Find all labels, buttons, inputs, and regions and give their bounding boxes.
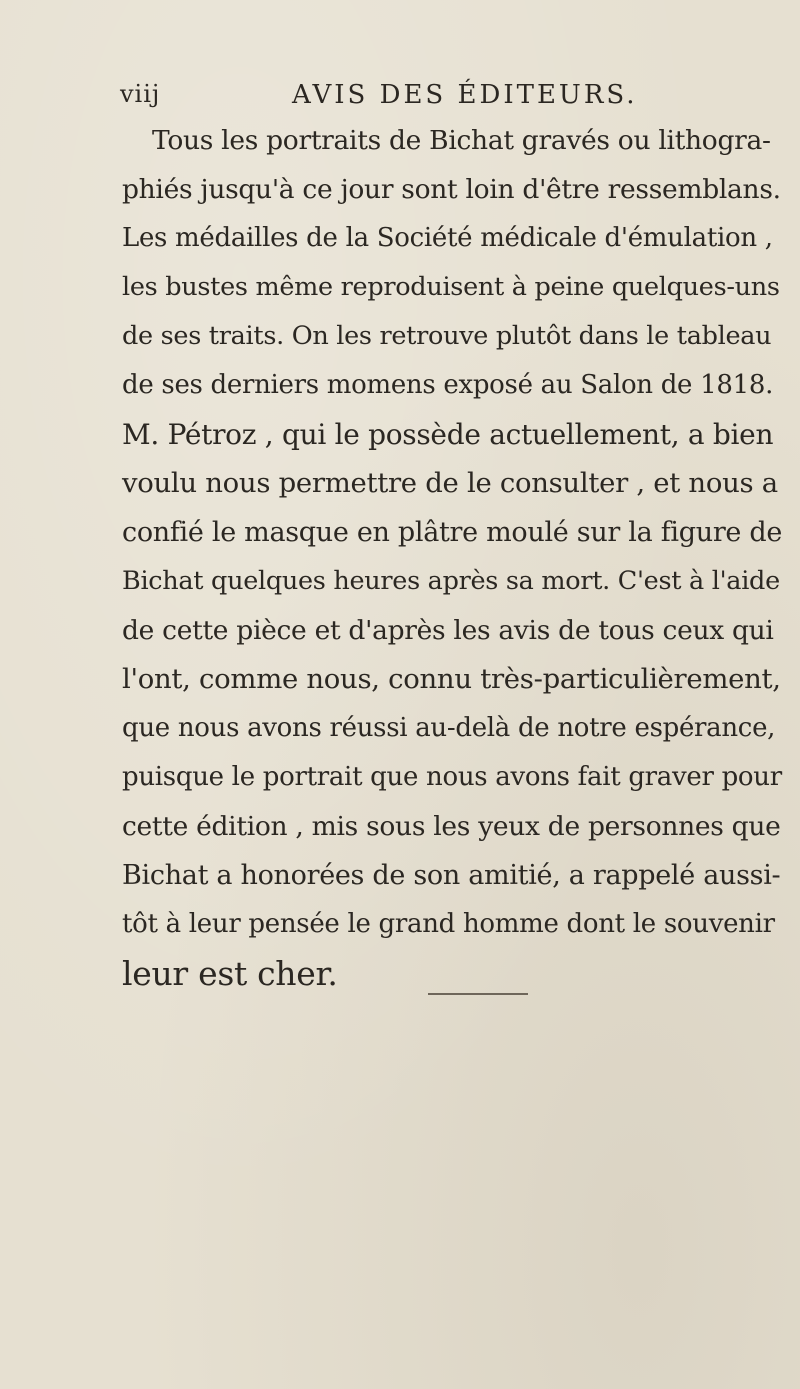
text-line: Tous les portraits de Bichat gravés ou lithogra- bbox=[152, 125, 771, 156]
page-number: viij bbox=[120, 80, 161, 108]
body-paragraph bbox=[122, 116, 782, 998]
running-title: AVIS DES ÉDITEURS. bbox=[292, 80, 638, 110]
page-header bbox=[120, 80, 640, 120]
text-line: phiés jusqu'à ce jour sont loin d'être ressemblans. bbox=[122, 174, 781, 205]
text-line: M. Pétroz , qui le possède actuellement, a bien bbox=[122, 418, 774, 451]
text-line: les bustes même reproduisent à peine quelques-uns bbox=[122, 272, 780, 302]
text-line: confié le masque en plâtre moulé sur la figure de bbox=[122, 517, 783, 548]
text-line: puisque le portrait que nous avons fait graver pour bbox=[122, 762, 782, 792]
text-line: Bichat quelques heures après sa mort. C'est à l'aide bbox=[122, 566, 780, 596]
text-line: tôt à leur pensée le grand homme dont le souvenir bbox=[122, 909, 775, 939]
text-line: de ses derniers momens exposé au Salon de 1818. bbox=[122, 370, 774, 400]
text-line: de cette pièce et d'après les avis de tous ceux qui bbox=[122, 615, 774, 646]
text-line: leur est cher. bbox=[122, 954, 338, 993]
text-line: de ses traits. On les retrouve plutôt dans le tableau bbox=[122, 321, 772, 351]
text-line: Les médailles de la Société médicale d'émulation , bbox=[122, 223, 773, 253]
text-line: l'ont, comme nous, connu très-particulièrement, bbox=[122, 663, 781, 695]
text-line: cette édition , mis sous les yeux de personnes que bbox=[122, 811, 781, 842]
text-line: Bichat a honorées de son amitié, a rappelé aussi- bbox=[122, 860, 781, 891]
text-line: que nous avons réussi au-delà de notre espérance, bbox=[122, 713, 776, 743]
section-divider bbox=[428, 993, 528, 995]
text-line: voulu nous permettre de le consulter , et nous a bbox=[122, 467, 778, 499]
